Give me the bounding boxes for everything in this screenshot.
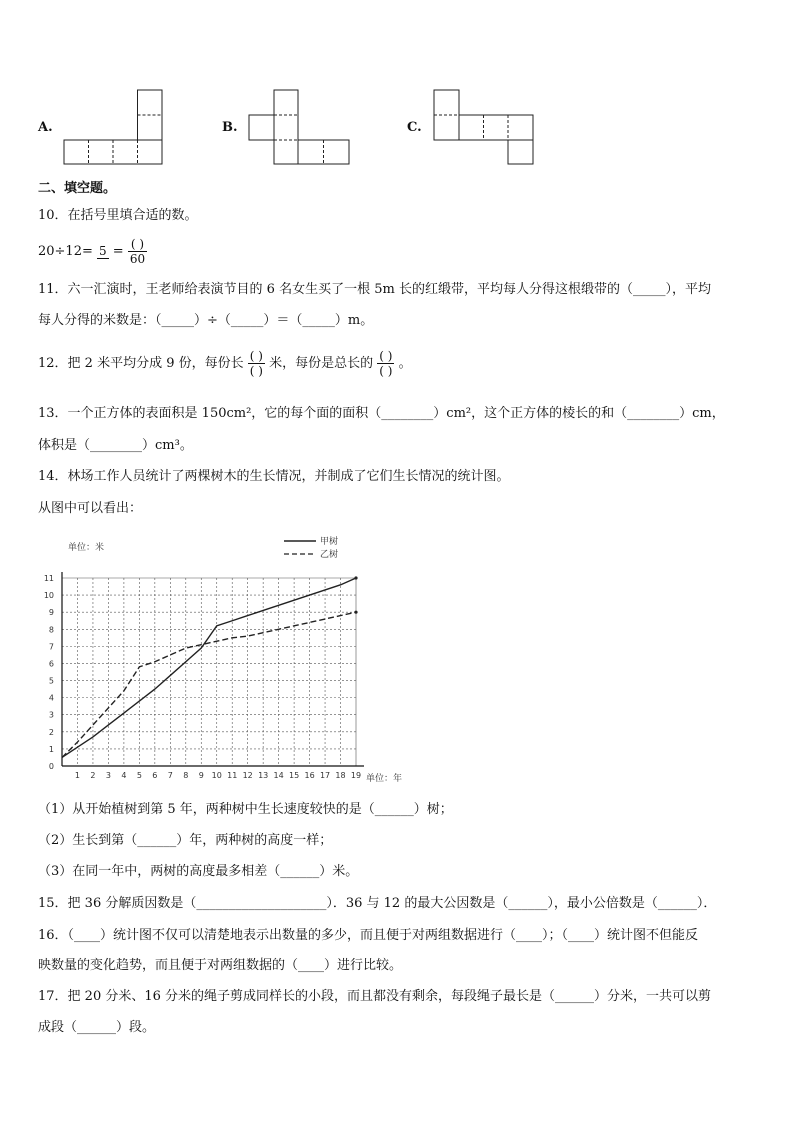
x-tick-label: 9 bbox=[198, 771, 204, 780]
section-title: 二、填空题。 bbox=[38, 181, 117, 196]
y-tick-label: 5 bbox=[48, 676, 54, 686]
option-a-net bbox=[62, 88, 166, 168]
y-tick-label: 6 bbox=[48, 659, 54, 669]
x-tick-label: 11 bbox=[227, 771, 238, 780]
legend-label-2: 乙树 bbox=[320, 550, 339, 560]
q11-line2: 每人分得的米数是：（_____）÷（_____）＝（_____）m。 bbox=[38, 313, 374, 328]
q13-line2: 体积是（________）cm³。 bbox=[38, 438, 193, 453]
x-tick-label: 15 bbox=[289, 771, 300, 780]
q15: 15．把 36 分解质因数是（____________________）．36 与 12 的最大公因数是（______），最小公倍数是（______）． bbox=[38, 896, 717, 911]
y-tick-label: 0 bbox=[48, 762, 54, 771]
y-tick-label: 7 bbox=[48, 642, 54, 652]
y-tick-label: 10 bbox=[43, 591, 54, 601]
q14-line1: 14．林场工作人员统计了两棵树木的生长情况，并制成了它们生长情况的统计图。 bbox=[38, 469, 510, 484]
x-tick-label: 19 bbox=[350, 771, 362, 780]
x-tick-label: 7 bbox=[167, 771, 173, 780]
q16-line2: 映数量的变化趋势，而且便于对两组数据的（____）进行比较。 bbox=[38, 958, 403, 973]
x-tick-label: 2 bbox=[90, 771, 96, 780]
legend-label-1: 甲树 bbox=[320, 537, 339, 547]
q10-equation bbox=[38, 234, 147, 270]
option-c-net bbox=[432, 88, 536, 168]
y-tick-label: 11 bbox=[43, 574, 54, 583]
y-tick-label: 8 bbox=[48, 625, 54, 635]
q17-line1: 17．把 20 分米、16 分米的绳子剪成同样长的小段，而且都没有剩余，每段绳子最长是（______）分米，一共可以剪 bbox=[38, 989, 712, 1004]
q14-line2: 从图中可以看出： bbox=[38, 501, 143, 516]
q17-line2: 成段（______）段。 bbox=[38, 1020, 156, 1035]
q14-sub2: （2）生长到第（______）年，两种树的高度一样； bbox=[38, 833, 333, 848]
q10-lhs: 20÷12= bbox=[38, 244, 93, 259]
q10-text: 10．在括号里填合适的数。 bbox=[38, 208, 198, 223]
q14-sub3: （3）在同一年中，两树的高度最多相差（______）米。 bbox=[38, 864, 359, 879]
series-end-point bbox=[354, 576, 357, 579]
option-a-label: A. bbox=[38, 120, 53, 135]
x-tick-label: 6 bbox=[152, 771, 158, 780]
x-tick-label: 16 bbox=[304, 771, 315, 780]
chart-x-label: 单位：年 bbox=[366, 774, 403, 784]
q13-line1: 13．一个正方体的表面积是 150cm²，它的每个面的面积（________）cm²，这个正方体的棱长的和（________）cm， bbox=[38, 406, 725, 421]
y-tick-label: 2 bbox=[48, 727, 54, 737]
x-tick-label: 14 bbox=[273, 771, 284, 780]
growth-chart bbox=[38, 530, 418, 788]
x-tick-label: 18 bbox=[335, 771, 346, 780]
option-b-label: B. bbox=[222, 120, 238, 135]
x-tick-label: 3 bbox=[105, 771, 111, 780]
q16-line1: 16．（____）统计图不仅可以清楚地表示出数量的多少，而且便于对两组数据进行（____）；（____）统计图不但能反 bbox=[38, 928, 699, 943]
q14-sub1: （1）从开始植树到第 5 年，两种树中生长速度较快的是（______）树； bbox=[38, 802, 453, 817]
x-tick-label: 13 bbox=[258, 771, 269, 780]
x-tick-label: 10 bbox=[211, 771, 222, 780]
x-tick-label: 5 bbox=[136, 771, 142, 780]
q12-fraction-2: $\frac{( )}{( )}$ bbox=[379, 349, 393, 378]
y-tick-label: 1 bbox=[48, 744, 54, 754]
x-tick-label: 8 bbox=[183, 771, 189, 780]
option-b-net bbox=[247, 88, 353, 168]
option-c-label: C. bbox=[407, 120, 422, 135]
series-end-point bbox=[354, 611, 357, 614]
y-tick-label: 3 bbox=[48, 710, 54, 720]
q11-line1: 11．六一汇演时，王老师给表演节目的 6 名女生买了一根 5m 长的红缎带，平均每人分得这根缎带的（_____），平均 bbox=[38, 282, 711, 297]
x-tick-label: 1 bbox=[74, 771, 81, 780]
q12-fraction-1: $\frac{( )}{( )}$ bbox=[249, 349, 263, 378]
q10-equals: = bbox=[112, 244, 124, 259]
y-tick-label: 4 bbox=[48, 693, 54, 703]
x-tick-label: 4 bbox=[121, 771, 127, 780]
y-tick-label: 9 bbox=[48, 608, 54, 618]
q10-fraction-2: $\frac{( )}{60}$ bbox=[129, 237, 146, 266]
chart-y-label: 单位：米 bbox=[68, 543, 105, 553]
q10-fraction-1: 5 bbox=[99, 244, 107, 258]
x-tick-label: 17 bbox=[319, 771, 331, 780]
q12: 12．把 2 米平均分成 9 份，每份长 $\frac{( )}{( )}$ 米，每份是总长的 $\frac{( )}{( )}$ 。 bbox=[38, 349, 412, 378]
x-tick-label: 12 bbox=[242, 771, 253, 780]
